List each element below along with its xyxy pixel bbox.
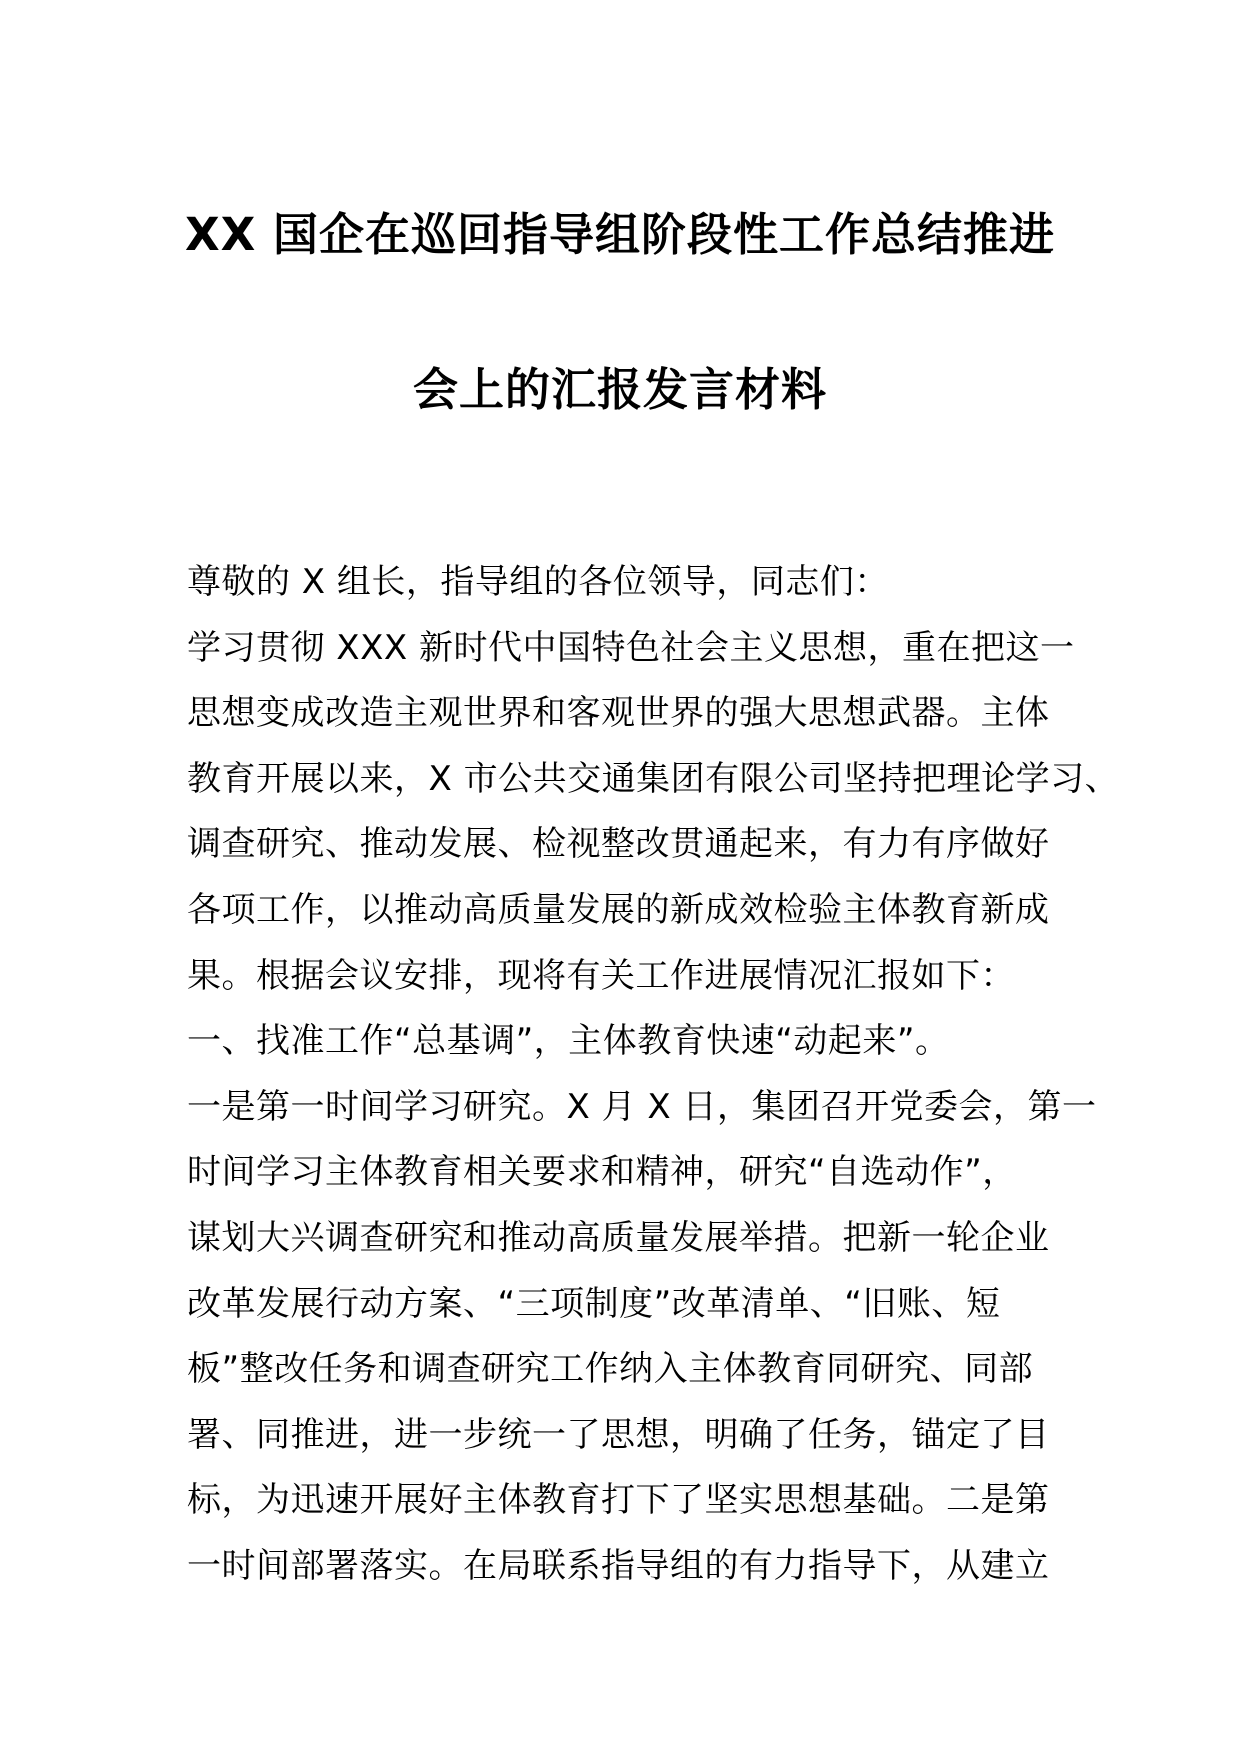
- body-line: 一是第一时间学习研究。X 月 X 日，集团召开党委会，第一: [187, 1086, 1097, 1127]
- body-line: 果。根据会议安排，现将有关工作进展情况汇报如下：: [187, 955, 1015, 996]
- body-line: 思想变成改造主观世界和客观世界的强大思想武器。主体: [187, 693, 1050, 734]
- document-title-line-1: XX 国企在巡回指导组阶段性工作总结推进: [184, 208, 1056, 261]
- body-line: 谋划大兴调查研究和推动高质量发展举措。把新一轮企业: [187, 1217, 1050, 1258]
- document-body: [187, 550, 1120, 1600]
- body-line: 一时间部署落实。在局联系指导组的有力指导下，从建立: [187, 1545, 1050, 1586]
- body-line: 署、同推进，进一步统一了思想，明确了任务，锚定了目: [187, 1414, 1050, 1455]
- body-line: 学习贯彻 XXX 新时代中国特色社会主义思想，重在把这一: [187, 627, 1075, 668]
- body-line: 调查研究、推动发展、检视整改贯通起来，有力有序做好: [187, 824, 1050, 865]
- body-line: 标，为迅速开展好主体教育打下了坚实思想基础。二是第: [187, 1480, 1050, 1521]
- body-line: 各项工作，以推动高质量发展的新成效检验主体教育新成: [187, 889, 1050, 930]
- section-heading: 一、找准工作“总基调”，主体教育快速“动起来”。: [187, 1021, 950, 1062]
- body-line: 尊敬的 X 组长，指导组的各位领导，同志们：: [187, 562, 889, 602]
- body-line: 板”整改任务和调查研究工作纳入主体教育同研究、同部: [187, 1349, 1034, 1390]
- body-line: 改革发展行动方案、“三项制度”改革清单、“旧账、短: [187, 1283, 1001, 1324]
- body-line: 时间学习主体教育相关要求和精神，研究“自选动作”，: [187, 1152, 1017, 1193]
- document-title-line-2: 会上的汇报发言材料: [412, 363, 827, 416]
- body-line: 教育开展以来，X 市公共交通集团有限公司坚持把理论学习、: [187, 758, 1120, 799]
